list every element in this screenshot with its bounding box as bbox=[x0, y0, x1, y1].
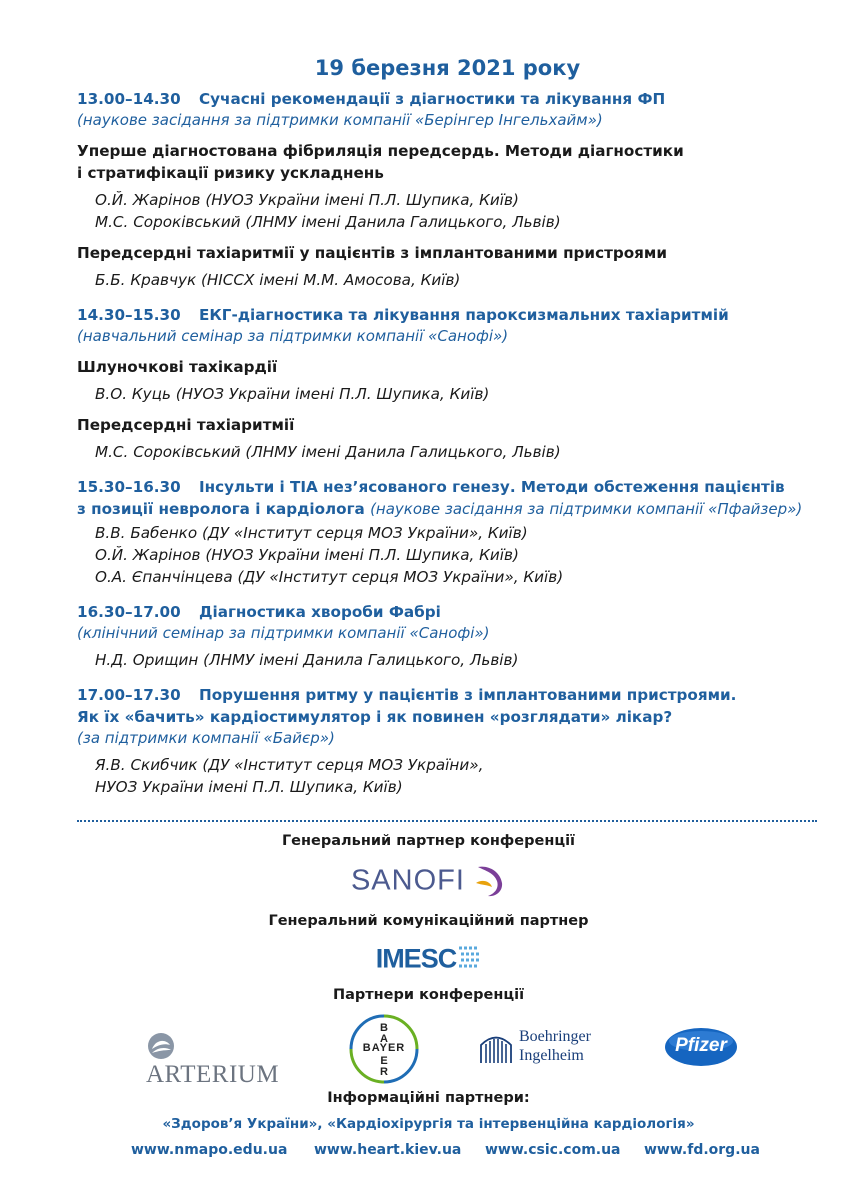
speaker-list bbox=[77, 754, 837, 798]
imesc-logo-text: IMESC bbox=[375, 943, 457, 974]
session-subtitle: (за підтримки компанії «Байєр») bbox=[77, 729, 335, 747]
talk-title-line: Уперше діагностована фібриляція передсердь. Методи діагностики bbox=[77, 142, 684, 160]
session-title bbox=[77, 601, 837, 623]
boehringer-logo bbox=[478, 1028, 608, 1068]
sanofi-logo bbox=[0, 863, 857, 903]
bayer-logo bbox=[349, 1014, 419, 1084]
session bbox=[77, 684, 837, 798]
sanofi-bird-icon bbox=[472, 863, 506, 899]
session-title-line2 bbox=[77, 498, 837, 520]
info-partners-heading: Інформаційні партнери: bbox=[327, 1090, 530, 1106]
boehringer-logo-line1: Boehringer bbox=[519, 1028, 591, 1045]
session bbox=[77, 476, 837, 588]
svg-text:E: E bbox=[380, 1055, 388, 1067]
session bbox=[77, 88, 837, 291]
speaker: Я.В. Скибчик (ДУ «Інститут серця МОЗ України», bbox=[95, 756, 484, 774]
session-subtitle: (клінічний семінар за підтримки компанії «Санофі») bbox=[77, 624, 490, 642]
website-link[interactable]: www.nmapo.edu.ua bbox=[131, 1142, 288, 1158]
speaker: В.В. Бабенко (ДУ «Інститут серця МОЗ України», Київ) bbox=[95, 524, 528, 542]
session-title-text: Сучасні рекомендації з діагностики та лікування ФП bbox=[199, 90, 666, 108]
session bbox=[77, 601, 837, 671]
bayer-logo-text: BAYER bbox=[362, 1042, 406, 1054]
session-title-text: Порушення ритму у пацієнтів з імплантованими пристроями. bbox=[199, 686, 737, 704]
speaker: О.Й. Жарінов (НУОЗ України імені П.Л. Шупика, Київ) bbox=[95, 191, 519, 209]
dotted-separator bbox=[77, 820, 817, 822]
session-time: 17.00–17.30 bbox=[77, 686, 181, 704]
session-title bbox=[77, 684, 837, 706]
boehringer-building-icon bbox=[478, 1030, 514, 1066]
imesc-logo bbox=[0, 942, 857, 982]
speaker-list bbox=[77, 383, 837, 405]
partners-heading: Партнери конференції bbox=[332, 987, 525, 1003]
svg-text:R: R bbox=[380, 1066, 388, 1078]
imesc-signal-icon bbox=[457, 942, 481, 976]
speaker: Н.Д. Орищин (ЛНМУ імені Данила Галицького, Львів) bbox=[95, 651, 519, 669]
session-title-text: ЕКГ-діагностика та лікування пароксизмальних тахіаритмій bbox=[199, 306, 729, 324]
arterium-emblem-icon bbox=[146, 1031, 176, 1061]
general-partner-heading: Генеральний партнер конференції bbox=[281, 833, 576, 849]
speaker: М.С. Сороківський (ЛНМУ імені Данила Галицького, Львів) bbox=[95, 213, 561, 231]
website-link[interactable]: www.csic.com.ua bbox=[485, 1142, 621, 1158]
speaker: О.Й. Жарінов (НУОЗ України імені П.Л. Шупика, Київ) bbox=[95, 546, 519, 564]
session-time: 16.30–17.00 bbox=[77, 603, 181, 621]
pfizer-logo-text: Pfizer bbox=[675, 1035, 727, 1056]
session-subtitle: (навчальний семінар за підтримки компанії «Санофі») bbox=[77, 327, 509, 345]
session-time: 14.30–15.30 bbox=[77, 306, 181, 324]
speaker: М.С. Сороківський (ЛНМУ імені Данила Галицького, Львів) bbox=[95, 443, 561, 461]
svg-text:B: B bbox=[380, 1022, 388, 1034]
session-title bbox=[77, 88, 837, 110]
speaker-list bbox=[77, 189, 837, 233]
speaker-list bbox=[77, 269, 837, 291]
svg-text:A: A bbox=[380, 1033, 388, 1045]
date-heading: 19 березня 2021 року bbox=[314, 56, 581, 80]
speaker-list bbox=[77, 441, 837, 463]
speaker-list bbox=[77, 649, 837, 671]
talk-title: Шлуночкові тахікардії bbox=[77, 358, 278, 376]
speaker: О.А. Єпанчінцева (ДУ «Інститут серця МОЗ України», Київ) bbox=[95, 568, 564, 586]
session-title-line2: Як їх «бачить» кардіостимулятор і як повинен «розглядати» лікар? bbox=[77, 708, 673, 726]
session-subtitle: (наукове засідання за підтримки компанії «Берінгер Інгельхайм») bbox=[77, 111, 603, 129]
speaker-list bbox=[77, 522, 837, 588]
speaker: НУОЗ України імені П.Л. Шупика, Київ) bbox=[95, 778, 403, 796]
arterium-logo bbox=[146, 1031, 306, 1088]
sanofi-logo-text: SANOFI bbox=[350, 864, 465, 897]
session-title bbox=[77, 476, 837, 498]
talk-title-line: і стратифікації ризику ускладнень bbox=[77, 164, 384, 182]
arterium-logo-text: ARTERIUM bbox=[146, 1061, 280, 1088]
website-link[interactable]: www.heart.kiev.ua bbox=[314, 1142, 462, 1158]
boehringer-logo-line2: Ingelheim bbox=[519, 1047, 584, 1064]
pfizer-logo bbox=[664, 1027, 738, 1067]
session-time: 15.30–16.30 bbox=[77, 478, 181, 496]
speaker: В.О. Куць (НУОЗ України імені П.Л. Шупика, Київ) bbox=[95, 385, 490, 403]
comm-partner-heading: Генеральний комунікаційний партнер bbox=[268, 913, 589, 929]
talk-title bbox=[77, 140, 837, 184]
session-title-text: з позиції невролога і кардіолога bbox=[77, 500, 365, 518]
session-title-text: Діагностика хвороби Фабрі bbox=[199, 603, 441, 621]
programme bbox=[77, 88, 837, 811]
session-subtitle: (наукове засідання за підтримки компанії «Пфайзер») bbox=[370, 500, 803, 518]
talk-title: Передсердні тахіаритмії у пацієнтів з імплантованими пристроями bbox=[77, 244, 667, 262]
session bbox=[77, 304, 837, 463]
speaker: Б.Б. Кравчук (НІССХ імені М.М. Амосова, Київ) bbox=[95, 271, 461, 289]
session-title-text: Інсульти і ТІА нез’ясованого генезу. Методи обстеження пацієнтів bbox=[199, 478, 785, 496]
talk-title: Передсердні тахіаритмії bbox=[77, 416, 295, 434]
info-partners-list: «Здоров’я України», «Кардіохірургія та інтервенційна кардіологія» bbox=[162, 1116, 695, 1132]
session-time: 13.00–14.30 bbox=[77, 90, 181, 108]
website-link[interactable]: www.fd.org.ua bbox=[644, 1142, 760, 1158]
session-title bbox=[77, 304, 837, 326]
